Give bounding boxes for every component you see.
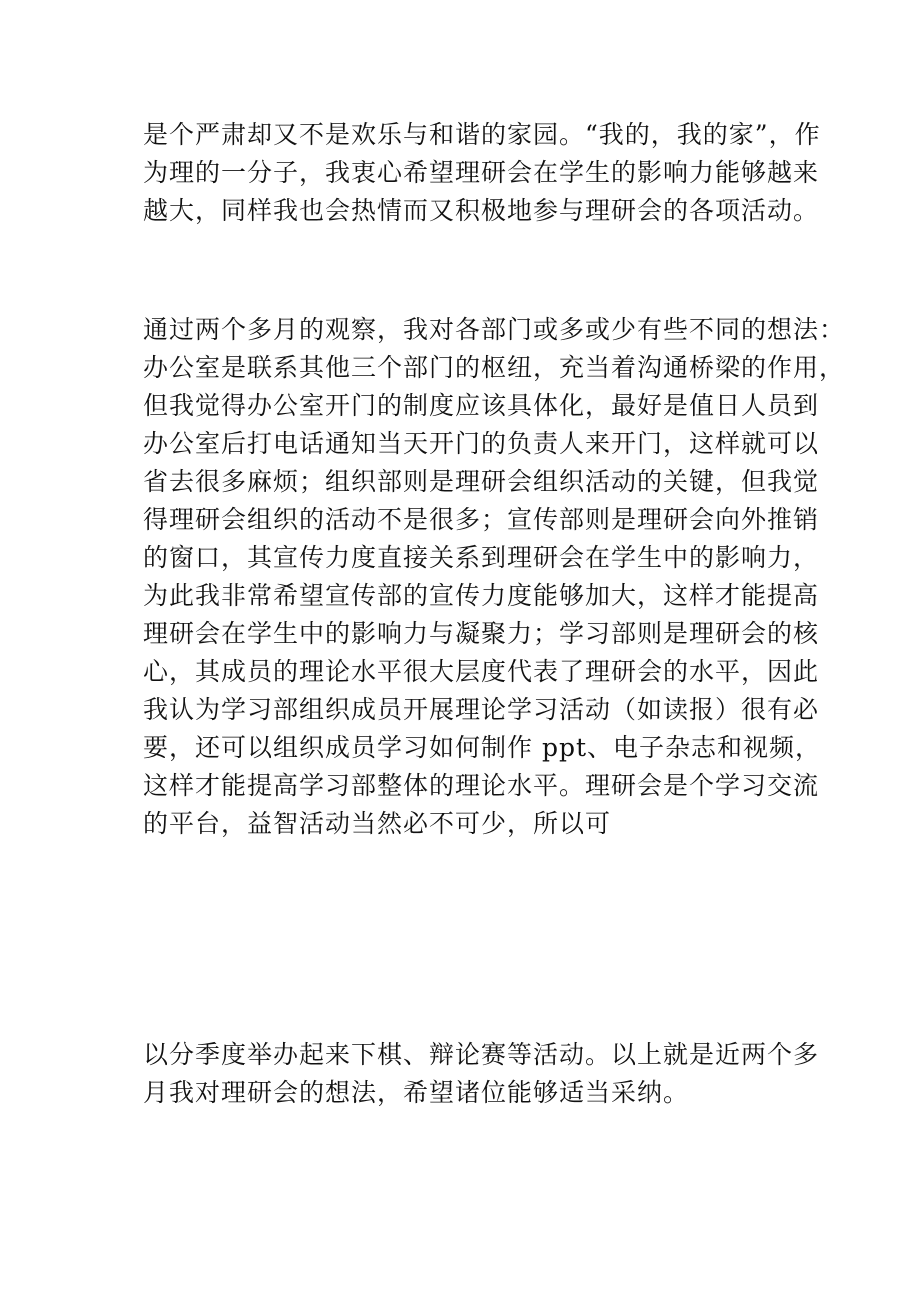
paragraph-2-line-14: 的平台，益智活动当然必不可少，所以可 [143, 809, 612, 838]
paragraph-2-line-8: 为此我非常希望宣传部的宣传力度能够加大，这样才能提高 [143, 581, 820, 610]
paragraph-2-line-7: 的窗口，其宣传力度直接关系到理研会在学生中的影响力， [143, 543, 820, 572]
paragraph-1-line-1: 是个严肃却又不是欢乐与和谐的家园。“我的，我的家”，作 [143, 120, 821, 149]
paragraph-3 [143, 1036, 820, 1112]
paragraph-2 [143, 311, 846, 843]
paragraph-1-line-3: 越大，同样我也会热情而又积极地参与理研会的各项活动。 [143, 196, 820, 225]
paragraph-2-line-9: 理研会在学生中的影响力与凝聚力；学习部则是理研会的核 [143, 619, 820, 648]
paragraph-2-line-4: 办公室后打电话通知当天开门的负责人来开门，这样就可以 [143, 429, 820, 458]
paragraph-2-line-11: 我认为学习部组织成员开展理论学习活动（如读报）很有必 [143, 695, 820, 724]
paragraph-1-line-2: 为理的一分子，我衷心希望理研会在学生的影响力能够越来 [143, 158, 820, 187]
paragraph-2-line-3: 但我觉得办公室开门的制度应该具体化，最好是值日人员到 [143, 391, 820, 420]
paragraph-2-line-13: 这样才能提高学习部整体的理论水平。理研会是个学习交流 [143, 771, 820, 800]
paragraph-2-line-6: 得理研会组织的活动不是很多；宣传部则是理研会向外推销 [143, 505, 820, 534]
paragraph-2-line-12: 要，还可以组织成员学习如何制作 ppt、电子杂志和视频， [143, 733, 822, 762]
paragraph-1 [143, 116, 821, 230]
paragraph-2-line-5: 省去很多麻烦；组织部则是理研会组织活动的关键，但我觉 [143, 467, 820, 496]
paragraph-2-line-10: 心，其成员的理论水平很大层度代表了理研会的水平，因此 [143, 657, 820, 686]
paragraph-3-line-1: 以分季度举办起来下棋、辩论赛等活动。以上就是近两个多 [143, 1040, 820, 1069]
paragraph-2-line-2: 办公室是联系其他三个部门的枢纽，充当着沟通桥梁的作用， [143, 353, 846, 382]
paragraph-3-line-2: 月我对理研会的想法，希望诸位能够适当采纳。 [143, 1078, 690, 1107]
paragraph-2-line-1: 通过两个多月的观察，我对各部门或多或少有些不同的想法： [143, 315, 846, 344]
